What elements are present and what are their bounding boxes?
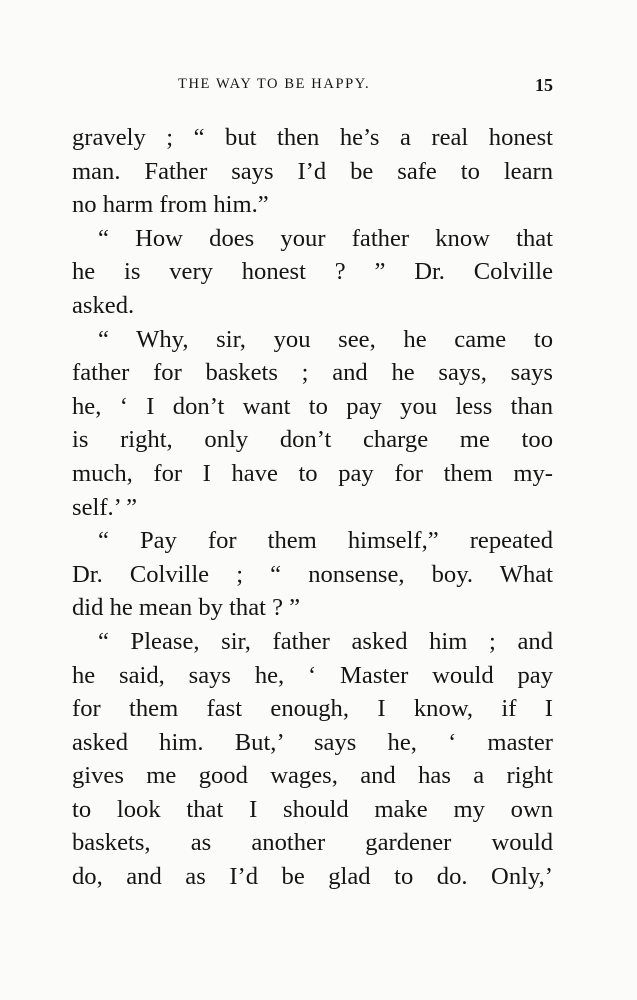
text-line: baskets, as another gardener would <box>72 829 553 857</box>
body-text <box>72 121 553 894</box>
text-line: for them fast enough, I know, if I <box>72 695 553 723</box>
text-line: self.’ ” <box>72 493 138 521</box>
text-line: “ How does your father know that <box>98 224 553 252</box>
page-header <box>72 76 553 100</box>
text-line: gives me good wages, and has a right <box>72 762 553 790</box>
text-line: he said, says he, ‘ Master would pay <box>72 661 553 689</box>
text-line: man. Father says I’d be safe to learn <box>72 157 553 185</box>
text-line: he is very honest ? ” Dr. Colville <box>72 258 553 286</box>
text-line: “ Why, sir, you see, he came to <box>98 325 553 353</box>
text-line: do, and as I’d be glad to do. Only,’ <box>72 863 553 891</box>
text-line: to look that I should make my own <box>72 795 553 823</box>
text-line: “ Pay for them himself,” repeated <box>98 527 553 555</box>
running-title: THE WAY TO BE HAPPY. <box>178 76 371 92</box>
text-line: he, ‘ I don’t want to pay you less than <box>72 392 553 420</box>
text-line: asked him. But,’ says he, ‘ master <box>72 728 553 756</box>
text-line: no harm from him.” <box>72 191 269 219</box>
text-line: much, for I have to pay for them my- <box>72 459 553 487</box>
text-line: is right, only don’t charge me too <box>72 426 553 454</box>
text-line: Dr. Colville ; “ nonsense, boy. What <box>72 560 553 588</box>
text-line: father for baskets ; and he says, says <box>72 359 553 387</box>
text-line: “ Please, sir, father asked him ; and <box>98 627 553 655</box>
text-line: asked. <box>72 291 135 319</box>
text-line: gravely ; “ but then he’s a real honest <box>72 124 553 151</box>
text-line: did he mean by that ? ” <box>72 594 301 622</box>
page-number: 15 <box>535 75 553 95</box>
